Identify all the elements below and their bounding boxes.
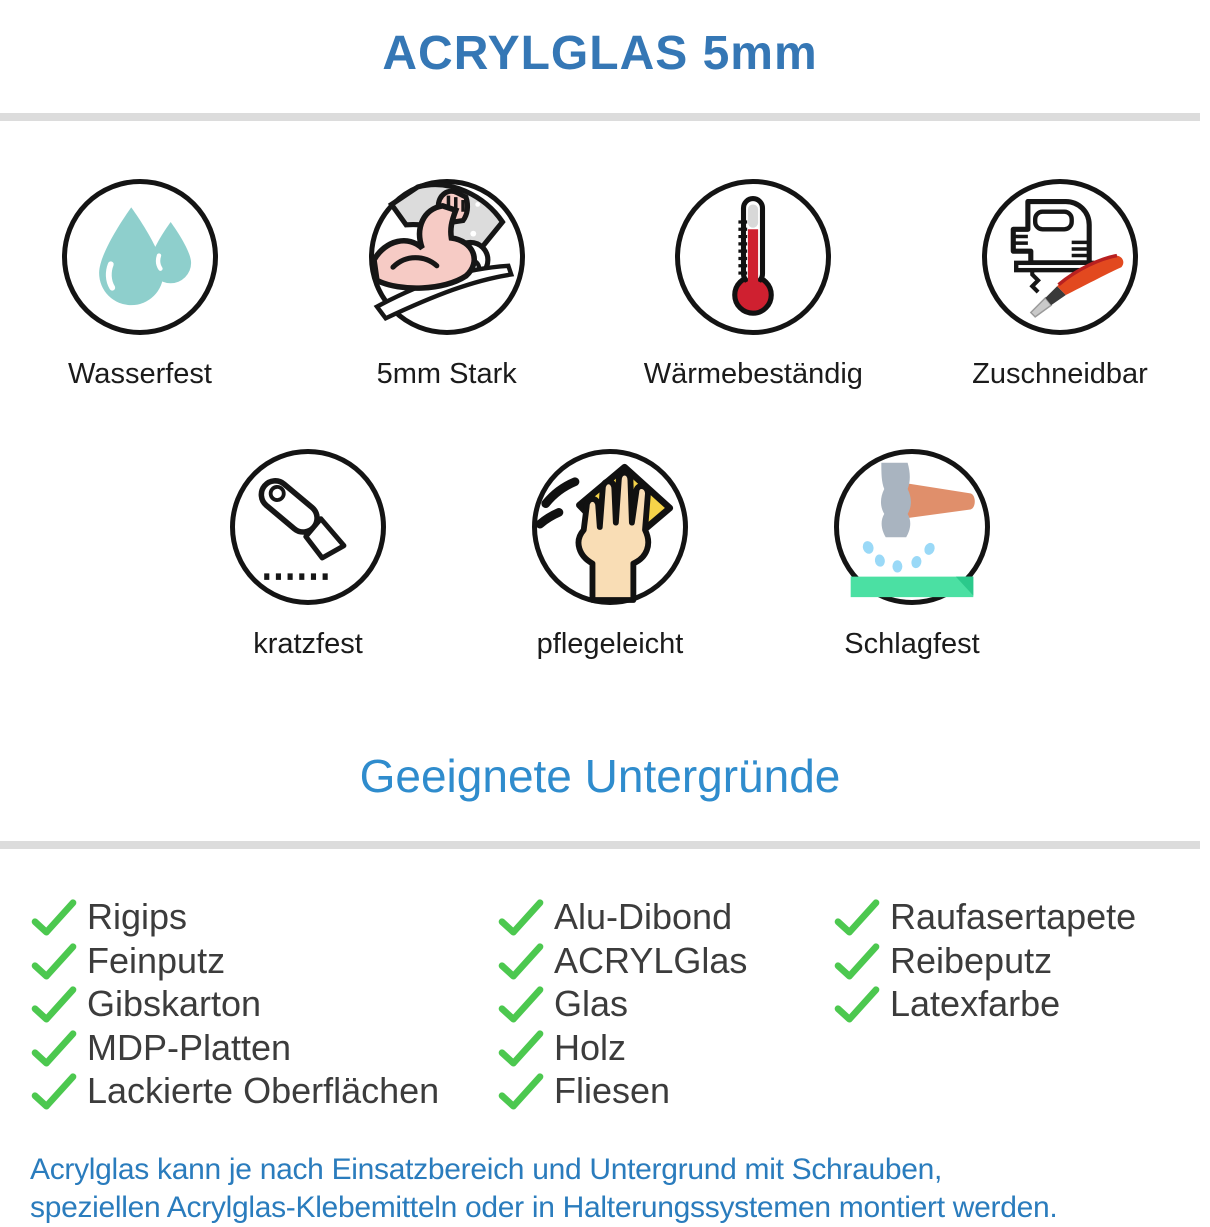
list-item (833, 939, 1136, 983)
check-icon (497, 985, 545, 1023)
feature-row-1 (0, 179, 1200, 391)
substrate-label: Latexfarbe (890, 983, 1061, 1025)
wiping-hand-icon (532, 449, 688, 605)
substrate-label: Glas (554, 983, 629, 1025)
check-icon (30, 1029, 78, 1067)
substrate-label: Reibeputz (890, 939, 1053, 981)
divider-middle (0, 841, 1200, 849)
utility-knife-icon (230, 449, 386, 605)
feature-label: Wärmebeständig (643, 358, 863, 391)
hammer-impact-icon (834, 449, 990, 605)
feature-w-rmebest-ndig (645, 179, 861, 391)
substrate-label: Gibskarton (87, 983, 262, 1025)
list-item (497, 1069, 747, 1113)
list-item (833, 982, 1136, 1026)
substrate-label: Holz (554, 1026, 627, 1068)
list-item (497, 982, 747, 1026)
substrates-list (0, 895, 1200, 1115)
footer-note (30, 1151, 1200, 1227)
divider-top (0, 113, 1200, 121)
water-drops-icon (62, 179, 218, 335)
substrate-label: ACRYLGlas (554, 939, 748, 981)
feature-5mm-stark (339, 179, 555, 391)
list-item (30, 1069, 439, 1113)
feature-pflegeleicht (502, 449, 718, 661)
feature-label: pflegeleicht (536, 628, 684, 661)
substrate-label: Fliesen (554, 1070, 671, 1112)
list-item (833, 895, 1136, 939)
check-icon (497, 898, 545, 936)
section-heading: Geeignete Untergründe (359, 750, 841, 803)
substrate-label: Raufasertapete (890, 896, 1137, 938)
substrate-label: Rigips (87, 896, 188, 938)
check-icon (497, 1072, 545, 1110)
feature-kratzfest (200, 449, 416, 661)
substrates-column-1 (30, 895, 439, 1113)
feature-row-2 (10, 449, 1210, 661)
footer-line-2: speziellen Acrylglas-Klebemitteln oder in Halterungssystemen montiert werden. (30, 1191, 1058, 1225)
check-icon (30, 1072, 78, 1110)
check-icon (833, 942, 881, 980)
feature-label: kratzfest (253, 628, 363, 661)
substrate-label: Lackierte Oberflächen (87, 1070, 440, 1112)
check-icon (497, 942, 545, 980)
check-icon (497, 1029, 545, 1067)
check-icon (30, 985, 78, 1023)
jigsaw-cutter-icon (982, 179, 1138, 335)
list-item (30, 939, 439, 983)
page-title: ACRYLGLAS 5mm (382, 27, 818, 80)
substrate-label: Feinputz (87, 939, 226, 981)
check-icon (30, 942, 78, 980)
substrates-column-3 (833, 895, 1136, 1026)
list-item (497, 939, 747, 983)
feature-label: Zuschneidbar (972, 358, 1148, 391)
check-icon (833, 898, 881, 936)
list-item (30, 1026, 439, 1070)
substrate-label: MDP-Platten (87, 1026, 292, 1068)
feature-label: Wasserfest (68, 358, 212, 391)
feature-schlagfest (804, 449, 1020, 661)
footer-line-1: Acrylglas kann je nach Einsatzbereich und Untergrund mit Schrauben, (30, 1153, 943, 1187)
list-item (497, 895, 747, 939)
thermometer-icon (675, 179, 831, 335)
feature-zuschneidbar (952, 179, 1168, 391)
list-item (30, 982, 439, 1026)
list-item (30, 895, 439, 939)
feature-label: Schlagfest (844, 628, 980, 661)
flexed-bicep-roll-icon (369, 179, 525, 335)
substrate-label: Alu-Dibond (554, 896, 733, 938)
substrates-column-2 (497, 895, 747, 1113)
feature-wasserfest (32, 179, 248, 391)
check-icon (30, 898, 78, 936)
feature-label: 5mm Stark (376, 358, 517, 391)
list-item (497, 1026, 747, 1070)
check-icon (833, 985, 881, 1023)
